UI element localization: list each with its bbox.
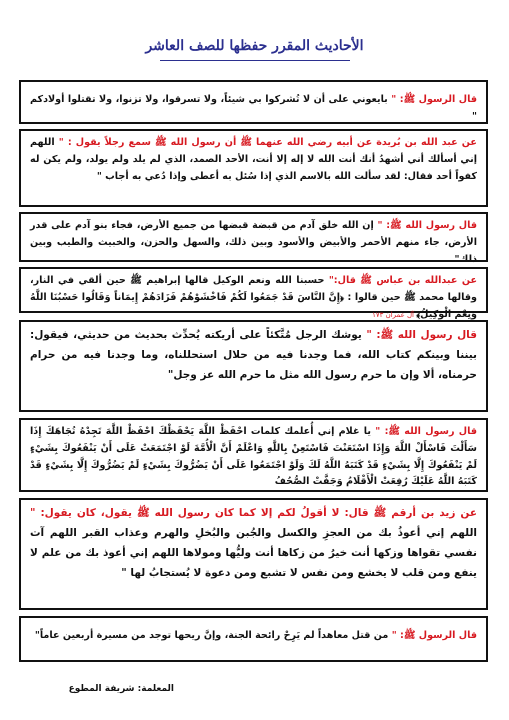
hadith-text: يا غلام إني أُعلمك كلمات احْفَظْ اللَّهَ يَحْفَظْكَ احْفَظْ اللَّهَ تَجِدْهُ تُجَاهَكَ إِذَا سَأَلْتَ فَاسْأَلْ اللَّهَ وَإِذَا اسْتَعَنْتَ فَاسْتَعِنْ بِاللَّهِ وَاعْلَمْ أَنَّ الْأُمَّةَ لَوْ اجْتَمَعَتْ عَلَى أَنْ يَنْفَعُوكَ بِشَيْءٍ لَمْ يَنْفَعُوكَ إِلَّا بِشَيْءٍ قَدْ كَتَبَهُ اللَّهُ لَكَ وَلَوْ اجْتَمَعُوا عَلَى أَنْ يَضُرُّوكَ بِشَيْءٍ لَمْ يَضُرُّوكَ إِلَّا بِشَيْءٍ قَدْ كَتَبَهُ اللَّهُ عَلَيْكَ رُفِعَتْ الْأَقْلَامُ وَجَفَّتْ الصُّحُفُ — [30, 426, 477, 488]
hadith-box-3 — [19, 212, 488, 265]
hadith-intro: قال رسول الله ﷺ: " — [377, 220, 478, 231]
hadith-text: اللهم إني أسألك أني أشهدُ أنك أنت الله لا إله إلا أنت، الأحد الصمد، الذي لم يلد ولم يولد، ولم يكن له كفواً أحد فقال: لقد سألت الله بالاسم الذي إذا سُئل به أعطى وإذا دُعي به أجاب " — [30, 137, 477, 182]
hadith-intro: عن عبد الله بن بُريدة عن أبيه رضي الله عنهما ﷺ أن رسول الله ﷺ سمع رجلاً يقول : " — [58, 137, 477, 148]
quran-reference: آل عمران ١٧٣ — [372, 310, 417, 319]
page-title: الأحاديث المقرر حفظها للصف العاشر — [145, 38, 364, 54]
hadith-box-1 — [19, 80, 488, 124]
hadith-intro: قال رسول الله ﷺ: " — [366, 329, 478, 341]
hadith-text: إن الله خلق آدم من قبضة قبضها من جميع الأرض، فجاء بنو آدم على قدر الأرض، جاء منهم الأحمر والأبيض والأسود وبين ذلك، والسهل والحزن، والخبيث والطيب وبين ذلك" — [30, 220, 477, 265]
hadith-intro: قال رسول الله ﷺ: " — [375, 426, 477, 437]
hadith-text: حسبنا الله ونعم الوكيل قالها إبراهيم ﷺ حين ألقي في النار، وقالها محمد ﷺ حين قالوا : ﴿إِنَّ النَّاسَ قَدْ جَمَعُوا لَكُمْ فَاخْشَوْهُمْ فَزَادَهُمْ إِيمَاناً وَقَالُوا حَسْبُنَا اللَّهُ وَنِعْمَ الْوَكِيلُ﴾ — [30, 275, 477, 320]
teacher-signature: المعلمة: شريفة المطوع — [68, 684, 174, 694]
hadith-text: يوشك الرجل مُتَّكئاً على أريكته يُحدِّث بحديث من حديثي، فيقول: بيننا وبينكم كتاب الله، فما وجدنا فيه من حلال استحللناه، وما وجدنا فيه من حرام حرمناه، ألا وإن ما حرم رسول الله مثل ما حرم الله عز وجل" — [30, 329, 477, 381]
hadith-text: بايعوني على أن لا تُشركوا بي شيئاً، ولا تسرقوا، ولا تزنوا، ولا تقتلوا أولادكم " — [30, 94, 477, 122]
title-underline — [160, 60, 350, 61]
hadith-text: اللهم إني أعوذُ بك من العجزِ والكسل والجُبن والبُخلِ والهرم وعذاب القبر اللهم آت نفسي تقواها وزكها أنت خيرُ من زكاها أنت وليُّها ومولاها اللهم إني أعوذ بك من علم لا ينفع ومن قلب لا يخشع ومن نفس لا تشبع ومن دعوة لا يُستجابُ لها " — [30, 526, 477, 579]
hadith-intro: قال الرسول ﷺ: " — [391, 94, 477, 105]
hadith-box-4 — [19, 267, 488, 320]
hadith-intro: عن عبدالله بن عباس ﷺ قال:" — [328, 275, 478, 286]
hadith-box-5 — [19, 320, 488, 412]
hadith-box-2 — [19, 129, 488, 207]
hadith-intro: عن زيد بن أرقم ﷺ قال: لا أقولُ لكم إلا كما كان رسول الله ﷺ يقول، كان يقول: " — [30, 507, 477, 519]
hadith-intro: قال الرسول ﷺ: " — [391, 630, 477, 641]
hadith-box-6 — [19, 418, 488, 492]
hadith-box-8 — [19, 616, 488, 662]
hadith-box-7 — [19, 498, 488, 610]
hadith-text: من قتل معاهداً لم يَرِحْ رائحة الجنة، وإنَّ ريحها توجد من مسيرة أربعين عاماً" — [34, 630, 392, 641]
